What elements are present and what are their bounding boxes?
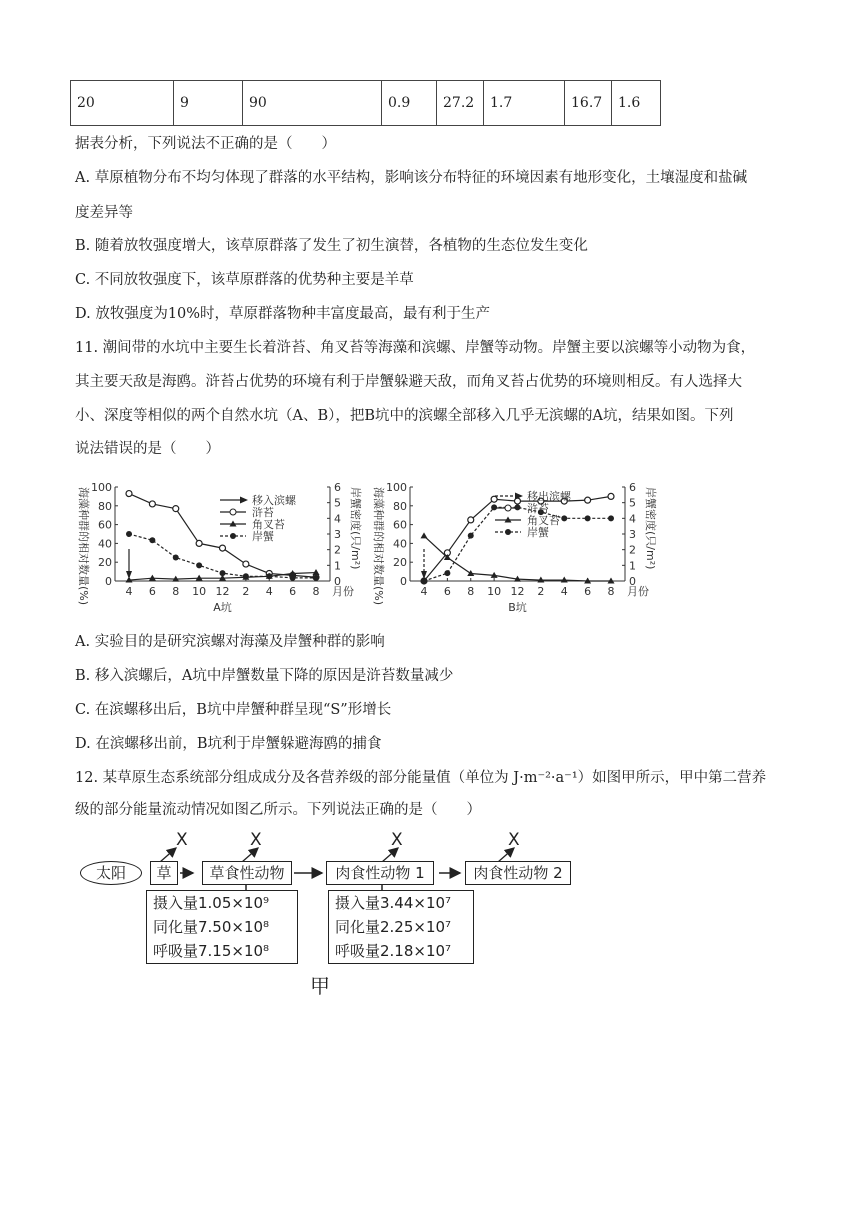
x-tick-label: 8 <box>172 585 180 598</box>
y-tick-label-right: 0 <box>334 575 341 588</box>
y-tick-label-left: 40 <box>393 537 407 551</box>
legend-entry: 角叉苔 <box>527 514 560 527</box>
y-tick-label-left: 40 <box>98 537 112 551</box>
x-tick-label: 6 <box>289 585 297 598</box>
y-axis-label-right: 岸蟹密度(只/m²) <box>349 487 362 570</box>
y-tick-label-right: 2 <box>629 543 636 557</box>
y-tick-label-right: 2 <box>334 543 341 557</box>
carnivore-1-node: 肉食性动物 1 <box>326 861 434 885</box>
q11-stem-2: 其主要天敌是海鸥。浒苔占优势的环境有利于岸蟹躲避天敌，而角叉苔占优势的环境则相反。有人选择大 <box>75 374 742 390</box>
carnivore-intake: 摄入量3.44×10⁷ <box>335 894 452 912</box>
q10-stem: 据表分析，下列说法不正确的是（ ） <box>75 136 336 152</box>
legend-arrow <box>240 497 248 504</box>
x-tick-label: 8 <box>312 585 320 598</box>
x-tick-label: 2 <box>537 585 545 598</box>
legend-marker-hutai <box>505 505 511 511</box>
y-tick-label-left: 100 <box>386 481 407 494</box>
data-point-anxie <box>173 555 179 561</box>
x-tick-label: 4 <box>420 585 428 598</box>
data-point-hutai <box>149 501 155 507</box>
q12-stem-2: 级的部分能量流动情况如图乙所示。下列说法正确的是（ ） <box>75 802 481 818</box>
x-tick-label: 6 <box>443 585 451 598</box>
data-point-hutai <box>608 493 614 499</box>
data-point-anxie <box>444 570 450 576</box>
y-tick-label-right: 6 <box>629 481 636 494</box>
legend-entry: 角叉苔 <box>252 518 285 531</box>
q12-stem-1: 12. 某草原生态系统部分组成成分及各营养级的部分能量值（单位为 J·m⁻²·a⁻¹）如图甲所示，甲中第二营养 <box>75 770 767 786</box>
herbivore-node: 草食性动物 <box>202 861 292 885</box>
table-cell: 27.2 <box>437 81 484 126</box>
data-point-hutai <box>196 540 202 546</box>
y-tick-label-right: 3 <box>334 528 341 541</box>
y-tick-label-right: 5 <box>629 496 636 510</box>
y-tick-label-right: 0 <box>629 575 636 588</box>
data-point-anxie <box>491 504 497 510</box>
herbivore-assimilation: 同化量7.50×10⁸ <box>153 918 270 936</box>
q11-stem-3: 小、深度等相似的两个自然水坑（A、B），把B坑中的滨螺全部移入几乎无滨螺的A坑，结果如图。下列 <box>75 408 734 424</box>
grass-node: 草 <box>150 861 178 885</box>
carnivore-assimilation: 同化量2.25×10⁷ <box>335 918 452 936</box>
legend-marker-anxie <box>505 529 511 535</box>
x-label: X <box>250 830 262 850</box>
legend-entry: 岸蟹 <box>252 530 274 543</box>
legend-entry: 浒苔 <box>527 502 549 515</box>
data-point-hutai <box>126 491 132 497</box>
x-tick-label: 12 <box>215 585 230 598</box>
data-point-anxie <box>196 562 202 568</box>
figure-label: 甲 <box>310 974 330 998</box>
table-row <box>71 81 661 126</box>
y-tick-label-left: 20 <box>98 556 112 570</box>
x-tick-label: 4 <box>560 585 568 598</box>
chart-b <box>365 466 665 626</box>
data-point-anxie <box>243 573 249 579</box>
x-tick-label: 6 <box>148 585 156 598</box>
y-tick-label-left: 20 <box>393 556 407 570</box>
x-tick-label: 12 <box>510 585 525 598</box>
data-point-anxie <box>220 570 226 576</box>
chart-title: B坑 <box>508 601 527 614</box>
y-axis-label-left: 海藻种群的相对数量(%) <box>77 487 90 606</box>
data-table <box>70 80 661 126</box>
x-label: X <box>508 830 520 850</box>
table-cell: 1.6 <box>612 81 661 126</box>
x-tick-label: 8 <box>607 585 615 598</box>
data-point-anxie <box>313 575 319 581</box>
data-point-anxie <box>290 575 296 581</box>
data-point-anxie <box>126 531 132 537</box>
q10-option-a: A. 草原植物分布不均匀体现了群落的水平结构，影响该分布特征的环境因素有地形变化，土壤湿度和盐碱 <box>75 170 748 186</box>
data-point-anxie <box>585 515 591 521</box>
y-tick-label-left: 0 <box>105 575 112 588</box>
data-point-jiaochatai <box>421 532 428 538</box>
data-point-hutai <box>585 497 591 503</box>
data-point-anxie <box>266 573 272 579</box>
herbivore-respiration: 呼吸量7.15×10⁸ <box>153 942 270 960</box>
q10-option-c: C. 不同放牧强度下，该草原群落的优势种主要是羊草 <box>75 272 414 288</box>
q11-stem-1: 11. 潮间带的水坑中主要生长着浒苔、角叉苔等海藻和滨螺、岸蟹等动物。岸蟹主要以滨螺等小动物为食， <box>75 340 756 356</box>
x-tick-label: 10 <box>487 585 502 598</box>
y-tick-label-right: 4 <box>334 512 341 526</box>
y-tick-label-left: 0 <box>400 575 407 588</box>
x-tick-label: 4 <box>125 585 133 598</box>
q10-option-b: B. 随着放牧强度增大，该草原群落了发生了初生演替，各植物的生态位发生变化 <box>75 238 588 254</box>
y-tick-label-right: 3 <box>629 528 636 541</box>
event-arrow-head <box>126 571 132 579</box>
legend-marker-hutai <box>230 509 236 515</box>
q11-option-d: D. 在滨螺移出前，B坑利于岸蟹躲避海鸥的捕食 <box>75 736 382 752</box>
data-point-hutai <box>220 545 226 551</box>
x-label: X <box>391 830 403 850</box>
y-tick-label-left: 80 <box>98 499 112 513</box>
y-tick-label-right: 5 <box>334 496 341 510</box>
q11-option-a: A. 实验目的是研究滨螺对海藻及岸蟹种群的影响 <box>75 634 385 650</box>
data-point-anxie <box>608 515 614 521</box>
legend-entry: 岸蟹 <box>527 526 549 539</box>
table-cell: 90 <box>243 81 382 126</box>
legend-marker-anxie <box>230 533 236 539</box>
y-tick-label-right: 4 <box>629 512 636 526</box>
sun-node: 太阳 <box>80 861 142 885</box>
y-tick-label-left: 60 <box>98 518 112 532</box>
q11-option-b: B. 移入滨螺后，A坑中岸蟹数量下降的原因是浒苔数量减少 <box>75 668 454 684</box>
carnivore-2-node: 肉食性动物 2 <box>465 861 571 885</box>
q10-option-a-cont: 度差异等 <box>75 205 133 221</box>
legend-entry: 移入滨螺 <box>252 494 296 507</box>
carnivore-respiration: 呼吸量2.18×10⁷ <box>335 942 452 960</box>
table-cell: 1.7 <box>484 81 565 126</box>
y-tick-label-right: 6 <box>334 481 341 494</box>
y-tick-label-right: 1 <box>629 559 636 573</box>
table-cell: 9 <box>174 81 243 126</box>
data-point-hutai <box>468 517 474 523</box>
x-tick-label: 2 <box>242 585 250 598</box>
x-label: X <box>176 830 188 850</box>
y-tick-label-left: 60 <box>393 518 407 532</box>
herbivore-energy-box <box>146 890 298 964</box>
y-tick-label-right: 1 <box>334 559 341 573</box>
y-axis-label-right: 岸蟹密度(只/m²) <box>644 487 657 570</box>
q10-option-d: D. 放牧强度为10%时，草原群落物种丰富度最高，最有利于生产 <box>75 306 491 322</box>
data-point-anxie <box>149 537 155 543</box>
x-tick-label: 4 <box>265 585 273 598</box>
herbivore-intake: 摄入量1.05×10⁹ <box>153 894 270 912</box>
series-line <box>424 507 611 581</box>
data-point-hutai <box>243 561 249 567</box>
y-axis-label-left: 海藻种群的相对数量(%) <box>372 487 385 606</box>
table-cell: 20 <box>71 81 174 126</box>
data-point-jiaochatai <box>467 570 474 576</box>
y-tick-label-left: 100 <box>91 481 112 494</box>
x-tick-label: 8 <box>467 585 475 598</box>
data-point-hutai <box>173 506 179 512</box>
data-point-anxie <box>468 533 474 539</box>
chart-a <box>70 466 380 626</box>
x-tick-label: 6 <box>584 585 592 598</box>
legend-entry: 移出滨螺 <box>527 490 571 503</box>
q11-stem-4: 说法错误的是（ ） <box>75 441 220 457</box>
x-unit-label: 月份 <box>627 585 649 598</box>
carnivore-energy-box <box>328 890 474 964</box>
x-tick-label: 10 <box>192 585 207 598</box>
chart-title: A坑 <box>213 601 232 614</box>
data-point-hutai <box>491 496 497 502</box>
y-tick-label-left: 80 <box>393 499 407 513</box>
q11-option-c: C. 在滨螺移出后，B坑中岸蟹种群呈现“S”形增长 <box>75 702 392 718</box>
x-unit-label: 月份 <box>332 585 354 598</box>
data-point-anxie <box>515 504 521 510</box>
series-line <box>424 536 611 581</box>
data-point-anxie <box>561 515 567 521</box>
legend-entry: 浒苔 <box>252 506 274 519</box>
table-cell: 0.9 <box>382 81 437 126</box>
table-cell: 16.7 <box>565 81 612 126</box>
